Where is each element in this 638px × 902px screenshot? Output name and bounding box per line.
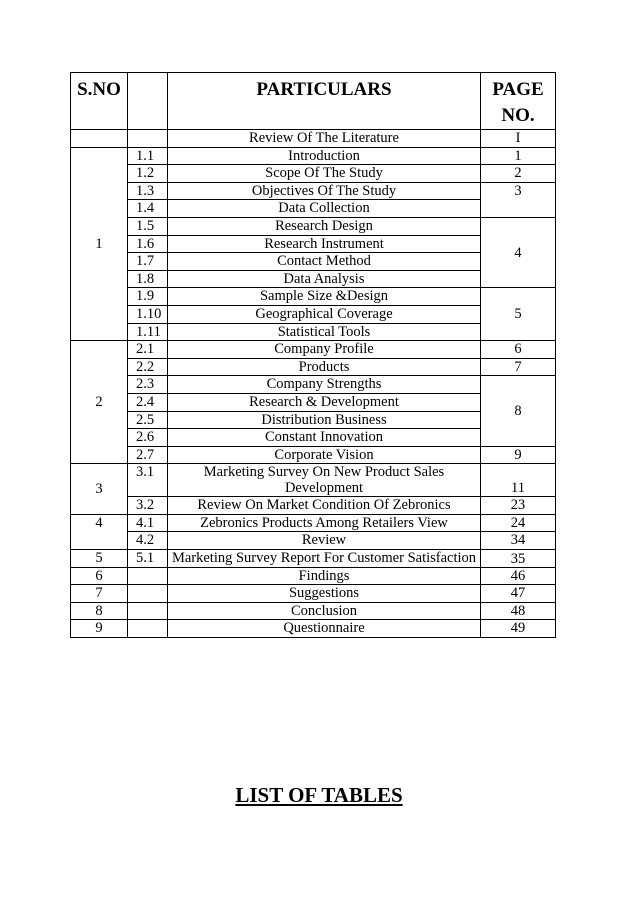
- table-row: [71, 602, 556, 620]
- sno-cell: 7: [71, 585, 128, 603]
- table-row: [71, 376, 556, 394]
- sub-cell: 1.1: [128, 147, 168, 165]
- sub-cell: 1.2: [128, 165, 168, 183]
- table-row: [71, 358, 556, 376]
- sub-cell: [128, 567, 168, 585]
- page-cell: 6: [481, 341, 556, 359]
- sub-cell: 2.7: [128, 446, 168, 464]
- sno-cell: 6: [71, 567, 128, 585]
- sub-cell: 1.4: [128, 200, 168, 218]
- page-cell: 23: [481, 497, 556, 515]
- table-row: [71, 464, 556, 497]
- table-row: [71, 550, 556, 568]
- sub-cell: [128, 602, 168, 620]
- table-row: [71, 567, 556, 585]
- particular-cell: Research & Development: [168, 393, 481, 411]
- sub-cell: 4.2: [128, 532, 168, 550]
- sub-cell: 2.6: [128, 429, 168, 447]
- table-row: [71, 217, 556, 235]
- particular-cell: Suggestions: [168, 585, 481, 603]
- sub-cell: 5.1: [128, 550, 168, 568]
- page-cell: 35: [481, 550, 556, 568]
- sub-cell: [128, 620, 168, 638]
- particular-cell: Company Strengths: [168, 376, 481, 394]
- particular-cell: Data Analysis: [168, 270, 481, 288]
- particular-cell: Data Collection: [168, 200, 481, 218]
- particular-cell: Marketing Survey On New Product Sales Development: [168, 464, 481, 497]
- particulars-header: PARTICULARS: [168, 73, 481, 130]
- particular-cell: Findings: [168, 567, 481, 585]
- particular-cell: Introduction: [168, 147, 481, 165]
- page-header: PAGE NO.: [481, 73, 556, 130]
- sub-cell: 1.10: [128, 305, 168, 323]
- page-cell: 48: [481, 602, 556, 620]
- particular-cell: Review Of The Literature: [168, 130, 481, 148]
- particular-cell: Review On Market Condition Of Zebronics: [168, 497, 481, 515]
- table-row: [71, 147, 556, 165]
- table-row: [71, 130, 556, 148]
- particular-cell: Research Instrument: [168, 235, 481, 253]
- sno-cell: 8: [71, 602, 128, 620]
- page-cell: 9: [481, 446, 556, 464]
- sub-cell: 2.2: [128, 358, 168, 376]
- particular-cell: Corporate Vision: [168, 446, 481, 464]
- page-cell: I: [481, 130, 556, 148]
- list-of-tables-heading: LIST OF TABLES: [235, 783, 403, 807]
- table-row: [71, 182, 556, 200]
- particular-cell: Statistical Tools: [168, 323, 481, 341]
- page-cell: 8: [481, 376, 556, 446]
- table-row: [71, 165, 556, 183]
- sub-cell: 1.3: [128, 182, 168, 200]
- page-cell: 2: [481, 165, 556, 183]
- page-cell: 11: [481, 464, 556, 497]
- particular-cell: Sample Size &Design: [168, 288, 481, 306]
- particular-cell: Company Profile: [168, 341, 481, 359]
- sub-cell: 1.8: [128, 270, 168, 288]
- particular-cell: Distribution Business: [168, 411, 481, 429]
- particular-cell: Objectives Of The Study: [168, 182, 481, 200]
- particular-cell: Zebronics Products Among Retailers View: [168, 514, 481, 532]
- particular-cell: Scope Of The Study: [168, 165, 481, 183]
- page-cell: 24: [481, 514, 556, 532]
- sub-cell: 4.1: [128, 514, 168, 532]
- particular-cell: Conclusion: [168, 602, 481, 620]
- header-row: [71, 73, 556, 130]
- table-row: [71, 620, 556, 638]
- sub-cell: 1.11: [128, 323, 168, 341]
- sub-cell: [128, 585, 168, 603]
- page-cell: 34: [481, 532, 556, 550]
- sub-cell: 2.1: [128, 341, 168, 359]
- sub-cell: 1.5: [128, 217, 168, 235]
- sub-cell: 2.3: [128, 376, 168, 394]
- particular-cell: Questionnaire: [168, 620, 481, 638]
- sno-cell: [71, 130, 128, 148]
- sno-cell: 2: [71, 341, 128, 464]
- page-cell: 46: [481, 567, 556, 585]
- particular-cell: Review: [168, 532, 481, 550]
- particular-cell: Products: [168, 358, 481, 376]
- sub-cell: 1.6: [128, 235, 168, 253]
- particular-cell: Contact Method: [168, 253, 481, 271]
- page-cell: 49: [481, 620, 556, 638]
- page-cell: 7: [481, 358, 556, 376]
- table-row: [71, 497, 556, 515]
- sub-cell: 1.9: [128, 288, 168, 306]
- sno-cell: 9: [71, 620, 128, 638]
- particular-cell: Marketing Survey Report For Customer Satisfaction: [168, 550, 481, 568]
- sno-cell: 1: [71, 147, 128, 341]
- page-cell: 3: [481, 182, 556, 217]
- page-cell: 4: [481, 217, 556, 287]
- contents-table: [70, 72, 556, 638]
- particular-cell: Geographical Coverage: [168, 305, 481, 323]
- sub-cell: 3.2: [128, 497, 168, 515]
- page-cell: 5: [481, 288, 556, 341]
- page-cell: 1: [481, 147, 556, 165]
- page-cell: 47: [481, 585, 556, 603]
- table-row: [71, 532, 556, 550]
- sub-header: [128, 73, 168, 130]
- particular-cell: Constant Innovation: [168, 429, 481, 447]
- table-row: [71, 585, 556, 603]
- particular-cell: Research Design: [168, 217, 481, 235]
- sno-cell: 5: [71, 550, 128, 568]
- sno-cell: 3: [71, 464, 128, 515]
- sub-cell: [128, 130, 168, 148]
- sno-cell: 4: [71, 514, 128, 549]
- table-row: [71, 446, 556, 464]
- table-row: [71, 341, 556, 359]
- sno-header: S.NO: [71, 73, 128, 130]
- sub-cell: 3.1: [128, 464, 168, 497]
- table-row: [71, 514, 556, 532]
- sub-cell: 2.5: [128, 411, 168, 429]
- table-row: [71, 288, 556, 306]
- sub-cell: 2.4: [128, 393, 168, 411]
- sub-cell: 1.7: [128, 253, 168, 271]
